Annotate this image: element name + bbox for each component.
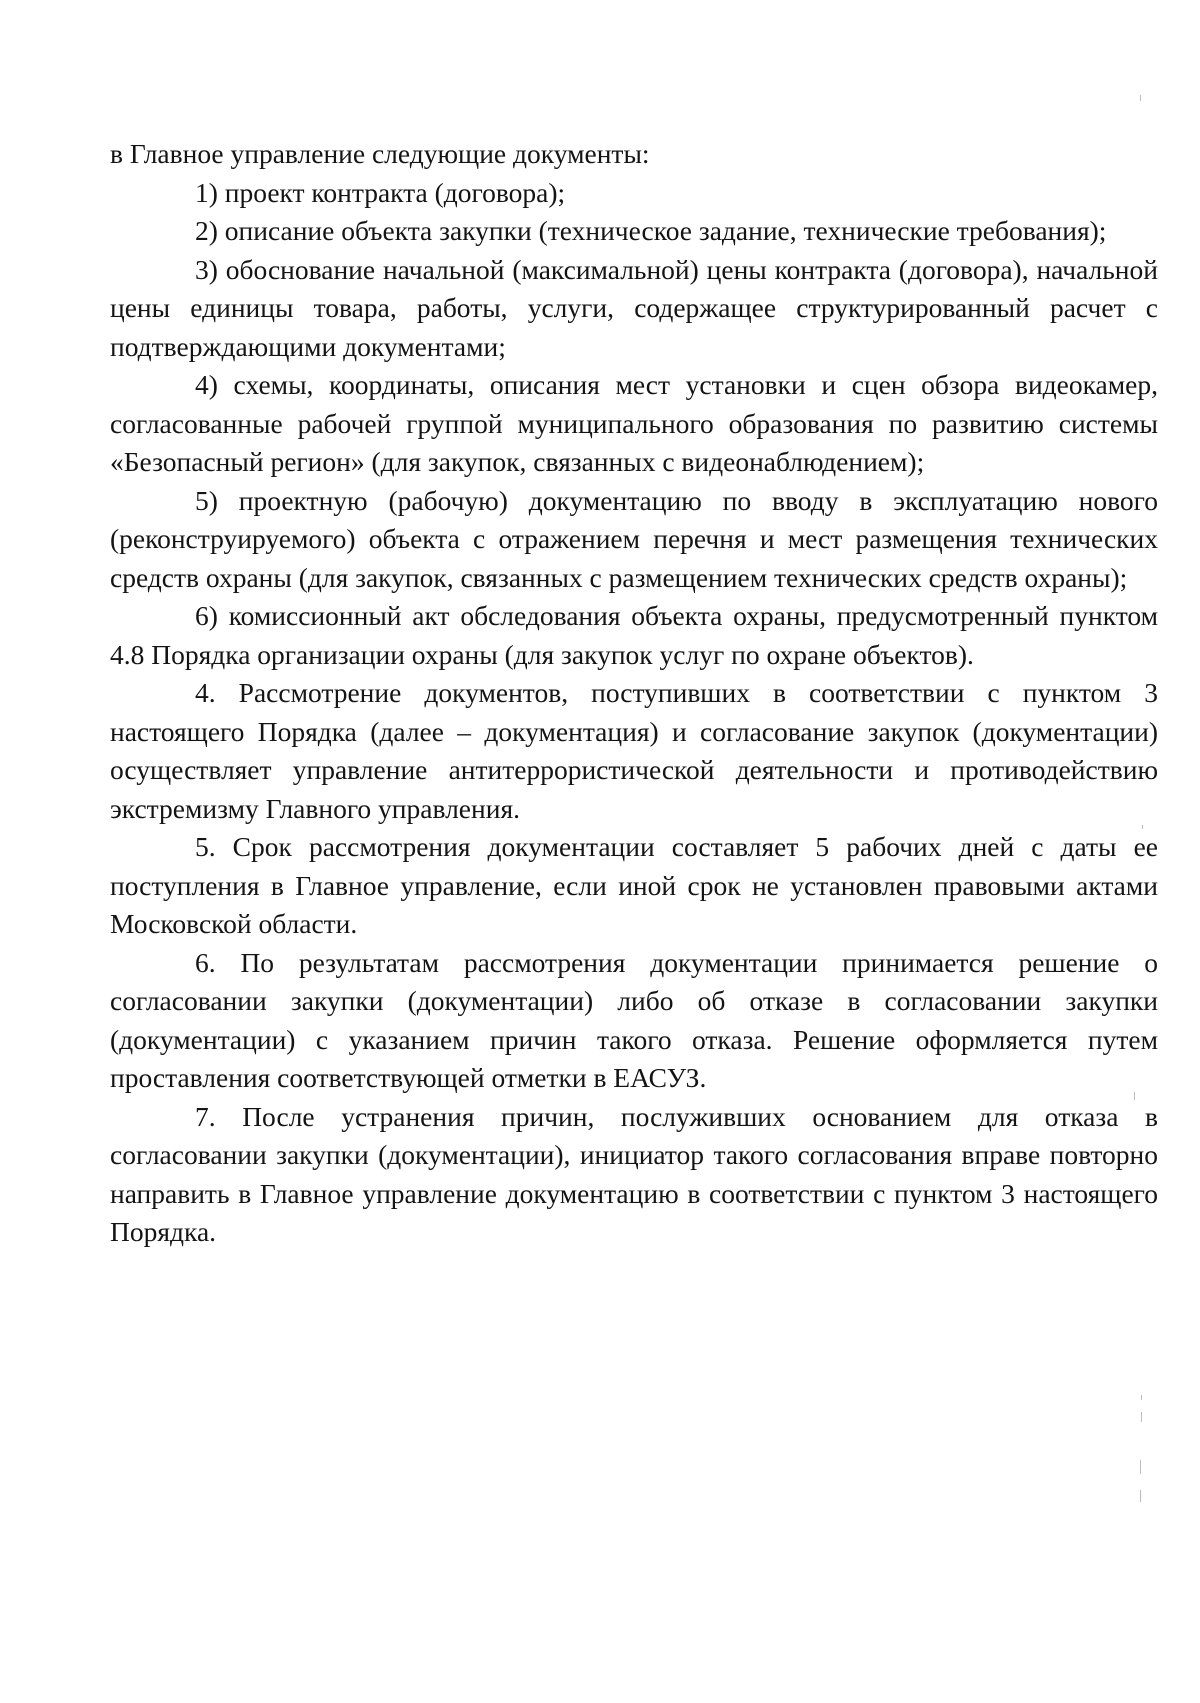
- paragraph-intro: в Главное управление следующие документы:: [110, 138, 650, 169]
- list-item-3: 3) обоснование начальной (максимальной) цены контракта (договора), начальной цены единицы товара, работы, услуги, содержащее структурированный расчет с подтверждающими документами;: [110, 253, 1158, 362]
- list-item-2: 2) описание объекта закупки (техническое задание, технические требования);: [195, 215, 1107, 246]
- list-item-5: 5) проектную (рабочую) документацию по вводу в эксплуатацию нового (реконструируемого) объекта с отражением перечня и мест размещения технических средств охраны (для закупок, связанных с размещением технических средств охраны);: [110, 484, 1158, 593]
- list-item-6: 6) комиссионный акт обследования объекта охраны, предусмотренный пунктом 4.8 Порядка организации охраны (для закупок услуг по охране объектов).: [110, 600, 1158, 670]
- list-item-4: 4) схемы, координаты, описания мест установки и сцен обзора видеокамер, согласованные рабочей группой муниципального образования по развитию системы «Безопасный регион» (для закупок, связанных с видеонаблюдением);: [110, 369, 1158, 477]
- scan-artifacts: [1138, 0, 1178, 1703]
- list-item-1: 1) проект контракта (договора);: [195, 176, 566, 208]
- document-body: [110, 135, 1158, 1252]
- clause-7: 7. После устранения причин, послуживших основанием для отказа в согласовании закупки (документации), инициатор такого согласования вправе повторно направить в Главное управление документацию в соответствии с пунктом 3 настоящего Порядка.: [110, 1100, 1158, 1247]
- clause-6: 6. По результатам рассмотрения документации принимается решение о согласовании закупки (документации) либо об отказе в согласовании закупки (документации) с указанием причин такого отказа. Решение оформляется путем проставления соответствующей отметки в ЕАСУЗ.: [110, 946, 1158, 1093]
- clause-4: 4. Рассмотрение документов, поступивших в соответствии с пунктом 3 настоящего Порядка (далее – документация) и согласование закупок (документации) осуществляет управление антитеррористической деятельности и противодействию экстремизму Главного управления.: [110, 677, 1158, 824]
- clause-5: 5. Срок рассмотрения документации составляет 5 рабочих дней с даты ее поступления в Главное управление, если иной срок не установлен правовыми актами Московской области.: [110, 831, 1158, 939]
